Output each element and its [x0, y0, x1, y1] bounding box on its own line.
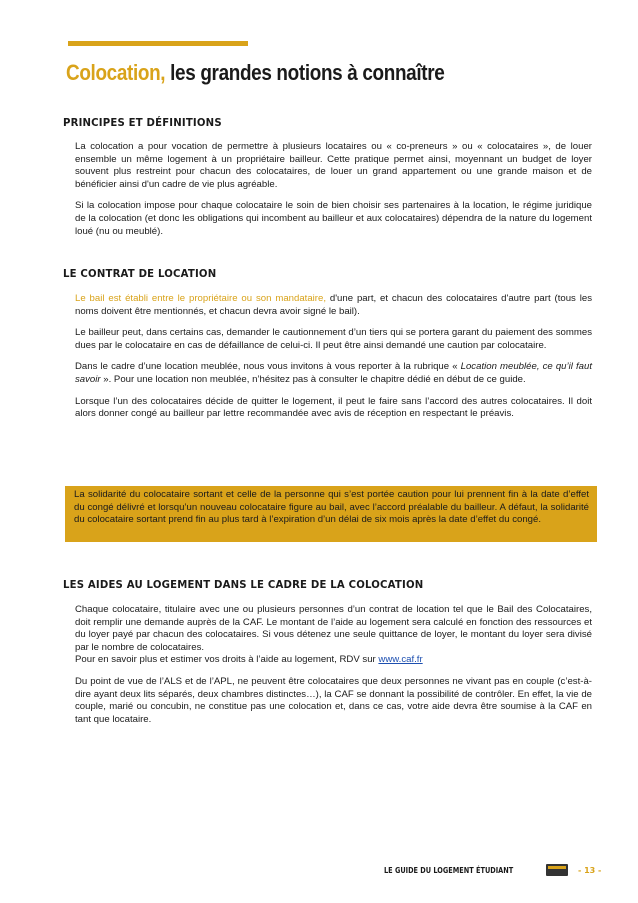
section-body-aides: [75, 604, 592, 735]
paragraph-text: Dans le cadre d’une location meublée, nous vous invitons à vous reporter à la rubrique «: [75, 361, 461, 373]
section-body-contrat: [75, 293, 592, 430]
paragraph: [75, 654, 592, 667]
paragraph-text: d'une part, et chacun des colocataires d'autre part (tous les noms doivent être mentionnés, et chacun devra avoir signé le bail).: [75, 293, 593, 317]
section-heading-aides: LES AIDES AU LOGEMENT DANS LE CADRE DE LA COLOCATION: [63, 578, 424, 591]
solidarity-note-box: [65, 486, 597, 542]
paragraph: [75, 361, 592, 386]
section-heading-principes: PRINCIPES ET DÉFINITIONS: [63, 116, 222, 129]
note-text: La solidarité du colocataire sortant et celle de la personne qui s’est portée caution pour lui prennent fin à la date d’effet du congé délivré et lorsqu’un nouveau colocataire figure au bail, avec l’accord préalable du bailleur. A défaut, la solidarité du colocataire sortant prend fin au plus tard à l’expiration d’un délai de six mois après la date d’effet du congé.: [74, 489, 589, 526]
page-title: [66, 60, 444, 86]
highlight-text: Le bail est établi entre le propriétaire ou son mandataire,: [75, 293, 326, 304]
paragraph: Si la colocation impose pour chaque colocataire le soin de bien choisir ses partenaires à la location, le régime juridique de la colocation (et donc les obligations qui incombent au bailleur et aux colocataires) dépendra de la nature du logement loué (nu ou meublé).: [75, 200, 592, 237]
paragraph: Le bailleur peut, dans certains cas, demander le cautionnement d’un tiers qui se portera garant du paiement des sommes dues par le colocataire en cas de défaillance de celui-ci. Il peut être ainsi demandé une caution par colocataire.: [75, 327, 592, 351]
page-title-accent: Colocation,: [66, 60, 166, 85]
paragraph: Lorsque l’un des colocataires décide de quitter le logement, il peut le faire sans l’accord des autres colocataires. Il doit alors donner congé au bailleur par lettre recommandée avec avis de réception en respectant le préavis.: [75, 395, 592, 420]
paragraph: Du point de vue de l’ALS et de l’APL, ne peuvent être colocataires que deux personnes ne vivant pas en couple (c’est-à-dire ayant deux lits séparés, deux chambres distinctes…), la CAF se donnant la possibilité de contrôler. En effet, la vie de couple, marié ou concubin, ne constitue pas une colocation et, dans ce cas, votre aide devra être soumise à la CAF en tant que locataire.: [75, 675, 592, 725]
paragraph-text: Pour en savoir plus et estimer vos droits à l’aide au logement, RDV sur: [75, 654, 379, 666]
century21-logo-icon: [546, 864, 568, 876]
page-title-rest: les grandes notions à connaître: [165, 60, 445, 85]
page-footer: [384, 864, 604, 878]
top-accent-rule: [68, 41, 248, 46]
rubric-reference: Location meublée, ce qu’il faut savoir: [75, 361, 592, 385]
section-heading-contrat: LE CONTRAT DE LOCATION: [63, 267, 217, 280]
paragraph-text: ». Pour une location non meublée, n’hésitez pas à consulter le chapitre dédié en début de ce guide.: [100, 373, 526, 385]
paragraph: Chaque colocataire, titulaire avec une ou plusieurs personnes d’un contrat de location tel que le Bail des Colocataires, doit remplir une demande auprès de la CAF. Le montant de l’aide au logement sera calculé en fonction des ressources et du loyer payé par chacun des colocataires. Si vous détenez une seule quittance de loyer, le montant du loyer sera divisé par le nombre de colocataires.: [75, 604, 592, 653]
caf-link[interactable]: www.caf.fr: [378, 654, 423, 666]
paragraph: [75, 293, 592, 318]
paragraph: La colocation a pour vocation de permettre à plusieurs locataires ou « co-preneurs » ou « colocataires », de louer ensemble un même logement à un propriétaire bailleur. Cette pratique permet ainsi, moyennant un budget de loyer souvent plus restreint pour chacun des colocataires, de louer un grand appartement ou une grande maison et de bénéficier ainsi d'un cadre de vie plus agréable.: [75, 141, 592, 190]
page-number: - 13 -: [578, 866, 602, 875]
section-body-principes: [75, 141, 592, 247]
footer-guide-label: LE GUIDE DU LOGEMENT ÉTUDIANT: [384, 866, 514, 875]
